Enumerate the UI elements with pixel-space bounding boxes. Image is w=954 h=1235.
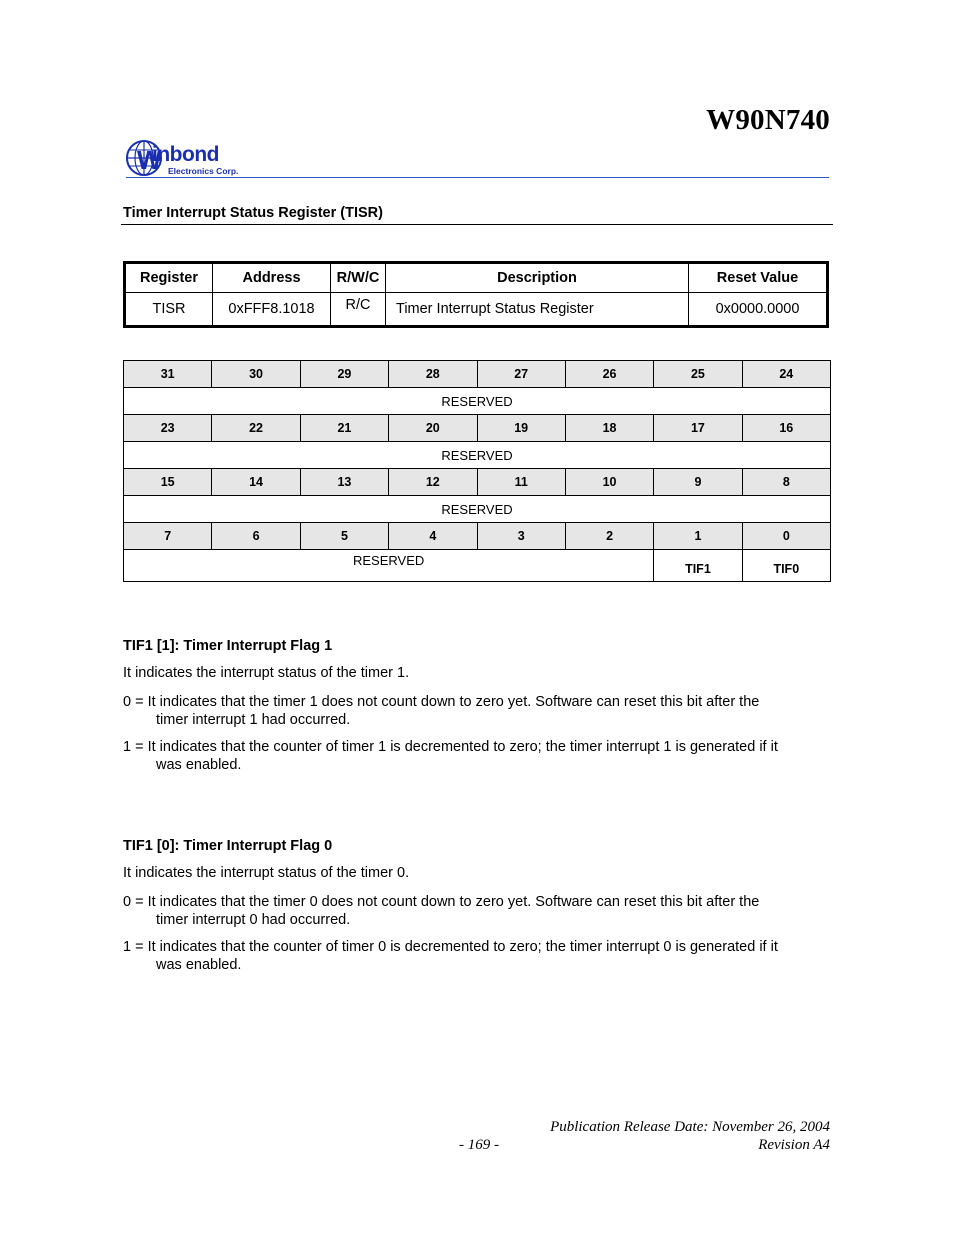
bit-number-row [124,523,831,550]
bit-field-row [124,442,831,469]
svg-text:W: W [137,145,162,175]
tif0-item-1 [123,938,830,974]
tif1-intro: It indicates the interrupt status of the timer 1. [123,665,410,681]
bit-number-row [124,469,831,496]
cell-description: Timer Interrupt Status Register [386,293,689,327]
register-table [123,261,829,328]
document-title: W90N740 [706,104,830,136]
cell-reset-value: 0x0000.0000 [689,293,828,327]
tif0-heading: TIF1 [0]: Timer Interrupt Flag 0 [123,838,333,854]
bit-number: 22 [212,415,300,442]
cell-register: TISR [125,293,213,327]
bit-field-row [124,388,831,415]
bit-number: 29 [300,361,388,388]
field-tif1: TIF1 [654,550,742,582]
header-rwc: R/W/C [331,263,386,293]
tif1-heading: TIF1 [1]: Timer Interrupt Flag 1 [123,638,333,654]
tif1-item-0-line1: 0 = It indicates that the timer 1 does not count down to zero yet. Software can reset this bit after the [123,694,760,710]
bit-number: 3 [477,523,565,550]
reserved-field: RESERVED [124,550,654,582]
header-rule [126,177,829,178]
bit-number: 4 [389,523,477,550]
table-row [125,293,828,327]
winbond-logo [126,139,256,179]
bit-number: 7 [124,523,212,550]
reserved-field: RESERVED [124,388,831,415]
tif0-item-1-line2: was enabled. [156,957,242,973]
reserved-field: RESERVED [124,442,831,469]
footer-page-number: - 169 - [459,1137,499,1153]
bit-number: 2 [565,523,653,550]
bit-number: 14 [212,469,300,496]
bit-number: 6 [212,523,300,550]
header-address: Address [213,263,331,293]
bit-number: 28 [389,361,477,388]
bit-number: 15 [124,469,212,496]
bit-number: 18 [565,415,653,442]
tif0-item-1-line1: 1 = It indicates that the counter of timer 0 is decremented to zero; the timer interrupt 0 is generated if it [123,939,778,955]
bit-number: 10 [565,469,653,496]
tif1-item-1-line1: 1 = It indicates that the counter of timer 1 is decremented to zero; the timer interrupt 1 is generated if it [123,739,778,755]
section-title: Timer Interrupt Status Register (TISR) [123,205,383,221]
logo-wordmark: inbond [152,143,219,166]
bit-number: 21 [300,415,388,442]
reserved-field: RESERVED [124,496,831,523]
tif1-item-0-line2: timer interrupt 1 had occurred. [156,712,351,728]
bit-number: 19 [477,415,565,442]
tif0-item-0 [123,893,830,929]
tif1-item-1 [123,738,830,774]
section-rule [121,224,833,225]
bit-number: 0 [742,523,830,550]
tif0-intro: It indicates the interrupt status of the timer 0. [123,865,410,881]
bit-number: 8 [742,469,830,496]
tif0-item-0-line2: timer interrupt 0 had occurred. [156,912,351,928]
bit-field-row [124,496,831,523]
header-reset-value: Reset Value [689,263,828,293]
bit-number-row [124,415,831,442]
bit-number: 17 [654,415,742,442]
bit-field-row [124,550,831,582]
bit-number: 23 [124,415,212,442]
logo-subtitle: Electronics Corp. [168,166,239,176]
footer-revision: Revision A4 [758,1137,830,1153]
bit-number: 27 [477,361,565,388]
tif1-item-0 [123,693,830,729]
header-register: Register [125,263,213,293]
bit-map-table [123,360,831,582]
bit-number: 13 [300,469,388,496]
bit-number: 5 [300,523,388,550]
bit-number: 30 [212,361,300,388]
bit-number: 24 [742,361,830,388]
cell-address: 0xFFF8.1018 [213,293,331,327]
bit-number: 1 [654,523,742,550]
footer-release-date: Publication Release Date: November 26, 2004 [550,1119,830,1135]
bit-number: 25 [654,361,742,388]
bit-number: 31 [124,361,212,388]
register-table-header [125,263,828,293]
bit-number-row [124,361,831,388]
bit-number: 20 [389,415,477,442]
tif1-item-1-line2: was enabled. [156,757,242,773]
bit-number: 16 [742,415,830,442]
bit-number: 11 [477,469,565,496]
field-tif0: TIF0 [742,550,830,582]
cell-rwc: R/C [331,293,386,327]
bit-number: 9 [654,469,742,496]
bit-number: 26 [565,361,653,388]
header-description: Description [386,263,689,293]
bit-number: 12 [389,469,477,496]
tif0-item-0-line1: 0 = It indicates that the timer 0 does not count down to zero yet. Software can reset this bit after the [123,894,760,910]
